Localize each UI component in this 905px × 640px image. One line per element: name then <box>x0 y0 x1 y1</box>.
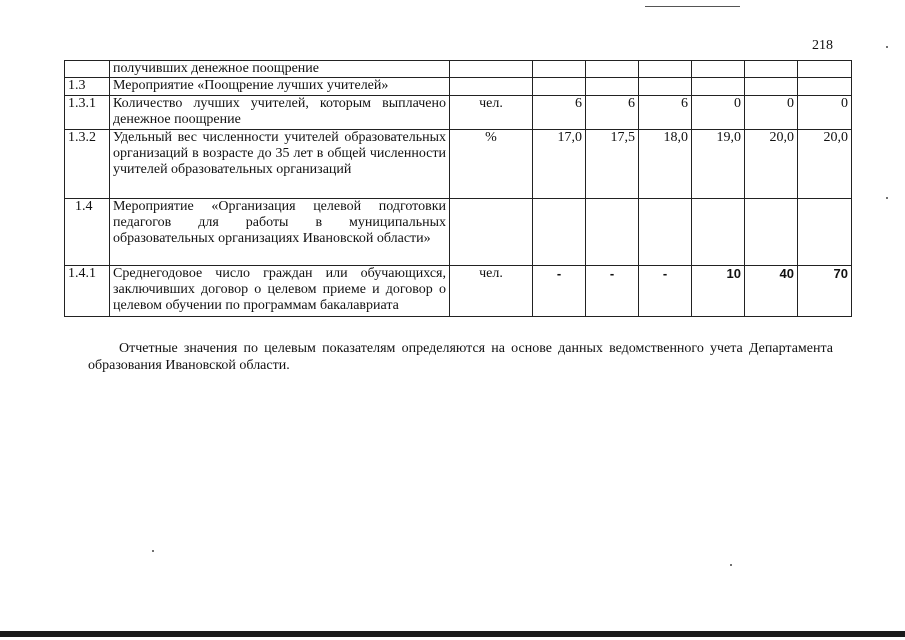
row-value <box>639 61 692 78</box>
row-unit: чел. <box>450 96 533 130</box>
row-value <box>745 61 798 78</box>
footnote-text: Отчетные значения по целевым показателям определяются на основе данных ведомственного учета Департамента образования Ивановской области. <box>88 341 833 373</box>
table-row <box>65 266 852 317</box>
row-value <box>639 78 692 96</box>
table-row <box>65 78 852 96</box>
table-row <box>65 96 852 130</box>
row-value <box>745 78 798 96</box>
row-value <box>586 61 639 78</box>
row-value: 17,0 <box>533 130 586 199</box>
row-value <box>745 199 798 266</box>
row-name: Среднегодовое число граждан или обучающихся, заключивших договор о целевом приеме и договор о целевом обучении по программам бакалавриата <box>110 266 450 317</box>
row-value <box>533 61 586 78</box>
row-value <box>586 78 639 96</box>
row-value <box>798 199 852 266</box>
row-value <box>798 61 852 78</box>
row-unit: % <box>450 130 533 199</box>
table-row <box>65 130 852 199</box>
row-name: Количество лучших учителей, которым выплачено денежное поощрение <box>110 96 450 130</box>
row-value: 70 <box>798 266 852 317</box>
row-value <box>692 61 745 78</box>
row-code: 1.3.1 <box>65 96 110 130</box>
table-row <box>65 199 852 266</box>
row-unit: чел. <box>450 266 533 317</box>
row-code: 1.3 <box>65 78 110 96</box>
row-value: 6 <box>533 96 586 130</box>
scan-speck <box>886 46 888 48</box>
scan-bottom-edge <box>0 631 905 637</box>
row-code <box>65 61 110 78</box>
row-name: получивших денежное поощрение <box>110 61 450 78</box>
row-value: 6 <box>639 96 692 130</box>
row-value: 40 <box>745 266 798 317</box>
row-value: 17,5 <box>586 130 639 199</box>
indicators-table <box>64 60 852 317</box>
row-code: 1.4.1 <box>65 266 110 317</box>
row-value <box>692 199 745 266</box>
row-value <box>533 199 586 266</box>
row-value: 18,0 <box>639 130 692 199</box>
row-value: 20,0 <box>798 130 852 199</box>
row-value: 0 <box>745 96 798 130</box>
row-unit <box>450 199 533 266</box>
row-code: 1.4 <box>65 199 110 266</box>
row-name: Удельный вес численности учителей образовательных организаций в возрасте до 35 лет в общей численности учителей образовательных организаций <box>110 130 450 199</box>
row-value: 20,0 <box>745 130 798 199</box>
table-row <box>65 61 852 78</box>
row-value: 0 <box>692 96 745 130</box>
row-unit <box>450 61 533 78</box>
row-value: 0 <box>798 96 852 130</box>
row-value: - <box>639 266 692 317</box>
scan-line-top <box>645 6 740 7</box>
page-number: 218 <box>812 38 833 53</box>
row-code: 1.3.2 <box>65 130 110 199</box>
row-value: - <box>533 266 586 317</box>
row-value <box>533 78 586 96</box>
row-value <box>798 78 852 96</box>
scan-speck <box>730 564 732 566</box>
scan-speck <box>886 197 888 199</box>
row-value: 19,0 <box>692 130 745 199</box>
row-value <box>639 199 692 266</box>
row-value <box>586 199 639 266</box>
row-value: 10 <box>692 266 745 317</box>
row-name: Мероприятие «Организация целевой подготовки педагогов для работы в муниципальных образовательных организациях Ивановской области» <box>110 199 450 266</box>
row-name: Мероприятие «Поощрение лучших учителей» <box>110 78 450 96</box>
scan-speck <box>152 550 154 552</box>
row-unit <box>450 78 533 96</box>
row-value: 6 <box>586 96 639 130</box>
row-value: - <box>586 266 639 317</box>
row-value <box>692 78 745 96</box>
